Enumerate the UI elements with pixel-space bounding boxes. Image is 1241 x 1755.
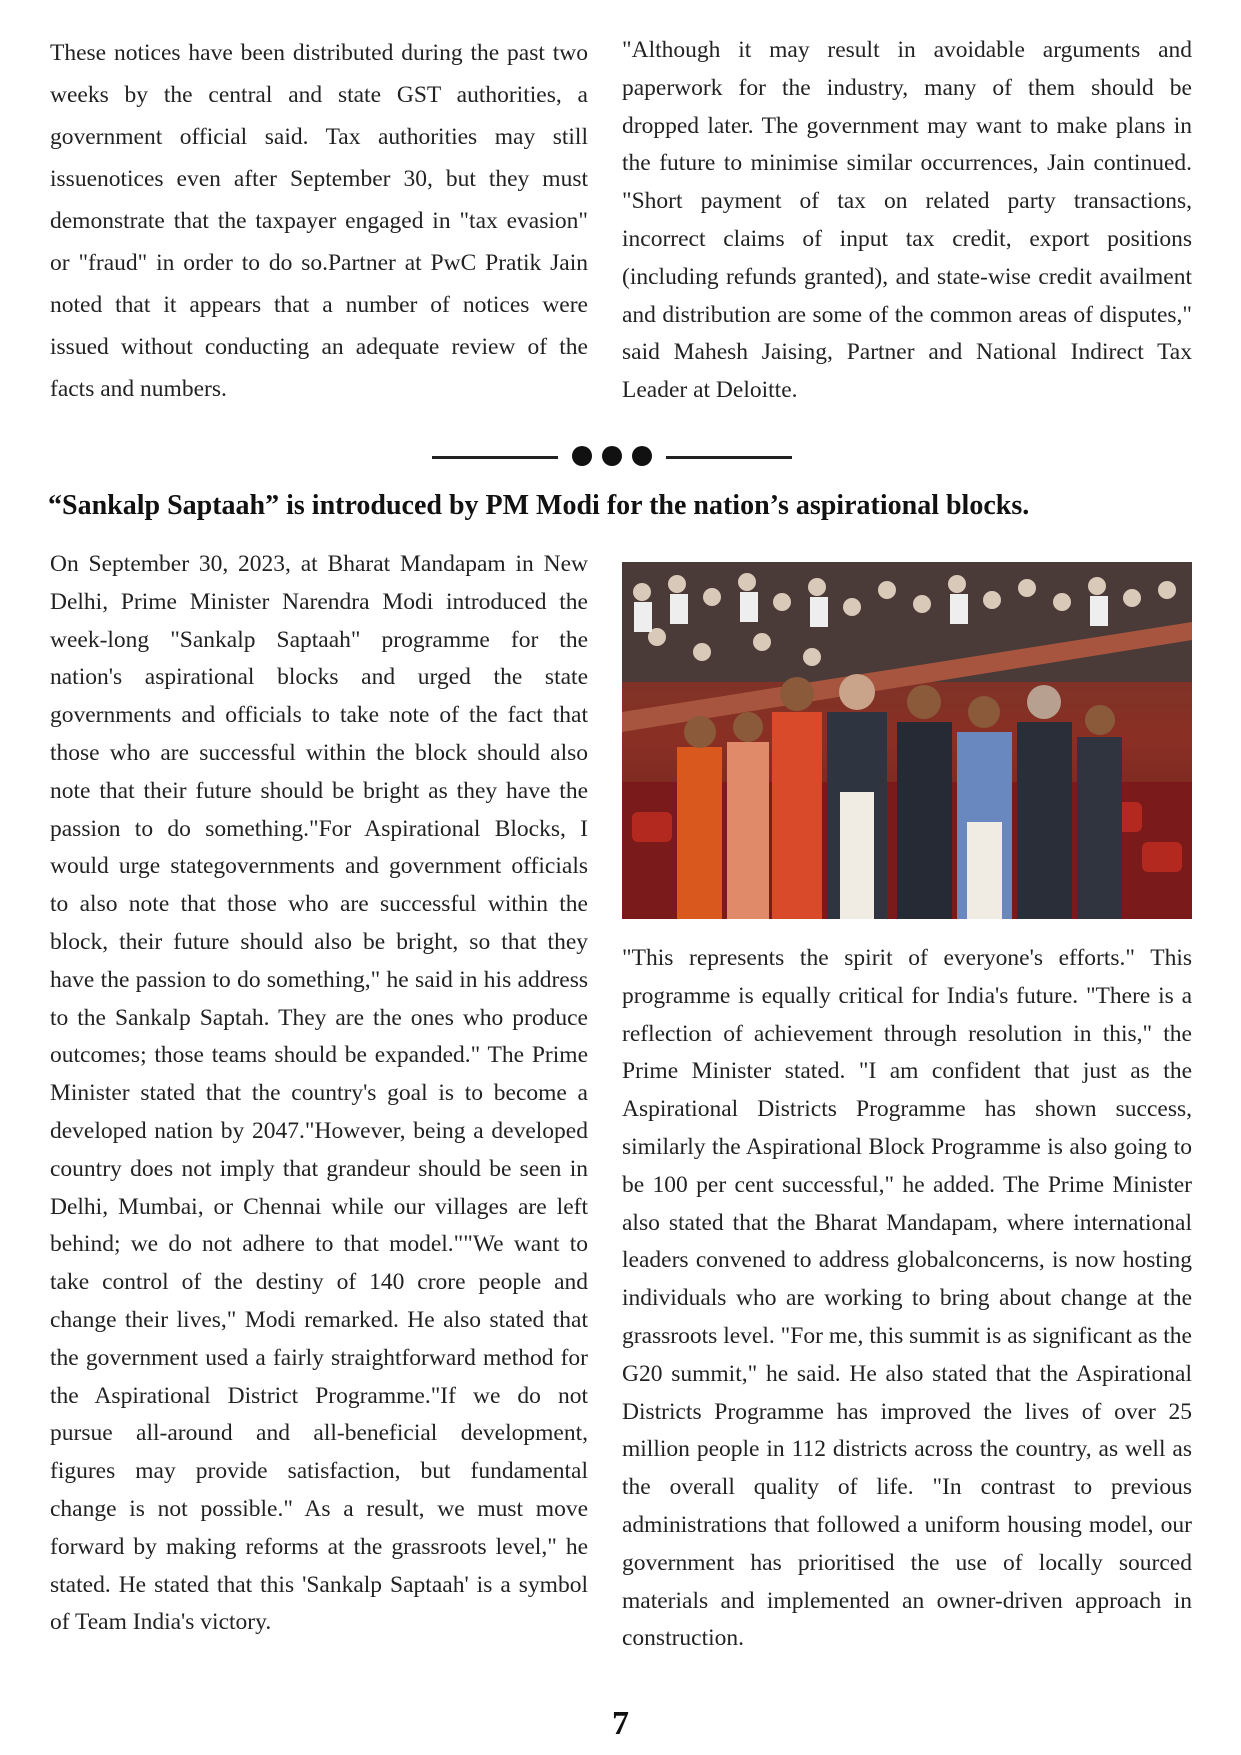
divider-dot-icon	[572, 446, 592, 466]
event-photo	[622, 562, 1192, 919]
divider-dot-icon	[632, 446, 652, 466]
page-number: 7	[612, 1705, 629, 1742]
section-divider	[432, 444, 792, 470]
article1-left-column	[50, 32, 588, 410]
article2-left-text: On September 30, 2023, at Bharat Mandapam in New Delhi, Prime Minister Narendra Modi introduced the week-long "Sankalp Saptaah" programme for the nation's aspirational blocks and urged the state governments and officials to take note of the fact that those who are successful within the block should also note that their future should be bright as they have the passion to do something."For Aspirational Blocks, I would urge stategovernments and government officials to also note that those who are successful within the block, their future should also be bright, so that they have the passion to do something," he said in his address to the Sankalp Saptah. They are the ones who produce outcomes; those teams should be expanded." The Prime Minister stated that the country's goal is to become a developed nation by 2047."However, being a developed country does not imply that grandeur should be seen in Delhi, Mumbai, or Chennai while our villages are left behind; we do not adhere to that model.""We want to take control of the destiny of 140 crore people and change their lives," Modi remarked. He also stated that the government used a fairly straightforward method for the Aspirational District Programme."If we do not pursue all-around and all-beneficial development, figures may provide satisfaction, but fundamental change is not possible." As a result, we must move forward by making reforms at the grassroots level," he stated. He stated that this 'Sankalp Saptaah' is a symbol of Team India's victory.	[50, 551, 588, 1636]
article2-right-text: "This represents the spirit of everyone's efforts." This programme is equally critical for India's future. "There is a reflection of achievement through resolution in this," the Prime Minister stated. "I am confident that just as the Aspirational Districts Programme has shown success, similarly the Aspirational Block Programme is also going to be 100 per cent successful," he added. The Prime Minister also stated that the Bharat Mandapam, where international leaders convened to address globalconcerns, is now hosting individuals who are working to bring about change at the grassroots level. "For me, this summit is as significant as the G20 summit," he said. He also stated that the Aspirational Districts Programme has improved the lives of over 25 million people in 112 districts across the country, as well as the overall quality of life. "In contrast to previous administrations that followed a uniform housing model, our government has prioritised the use of locally sourced materials and implemented an owner-driven approach in construction.	[622, 945, 1192, 1652]
article1-left-text: These notices have been distributed during the past two weeks by the central and state GST authorities, a government official said. Tax authorities may still issuenotices even after September 30, but they must demonstrate that the taxpayer engaged in "tax evasion" or "fraud" in order to do so.Partner at PwC Pratik Jain noted that it appears that a number of notices were issued without conducting an adequate review of the facts and numbers.	[50, 40, 588, 402]
article1-right-text: "Although it may result in avoidable arguments and paperwork for the industry, many of them should be dropped later. The government may want to make plans in the future to minimise similar occurrences, Jain continued. "Short payment of tax on related party transactions, incorrect claims of input tax credit, export positions (including refunds granted), and state-wise credit availment and distribution are some of the common areas of disputes," said Mahesh Jaising, Partner and National Indirect Tax Leader at Deloitte.	[622, 37, 1192, 404]
divider-line-left	[432, 456, 558, 459]
article2-headline: “Sankalp Saptaah” is introduced by PM Modi for the nation’s aspirational blocks.	[48, 490, 1030, 521]
divider-line-right	[666, 456, 792, 459]
article1-right-column	[622, 32, 1192, 410]
divider-dot-icon	[602, 446, 622, 466]
article2-right-column	[622, 940, 1192, 1658]
article2-left-column	[50, 546, 588, 1642]
